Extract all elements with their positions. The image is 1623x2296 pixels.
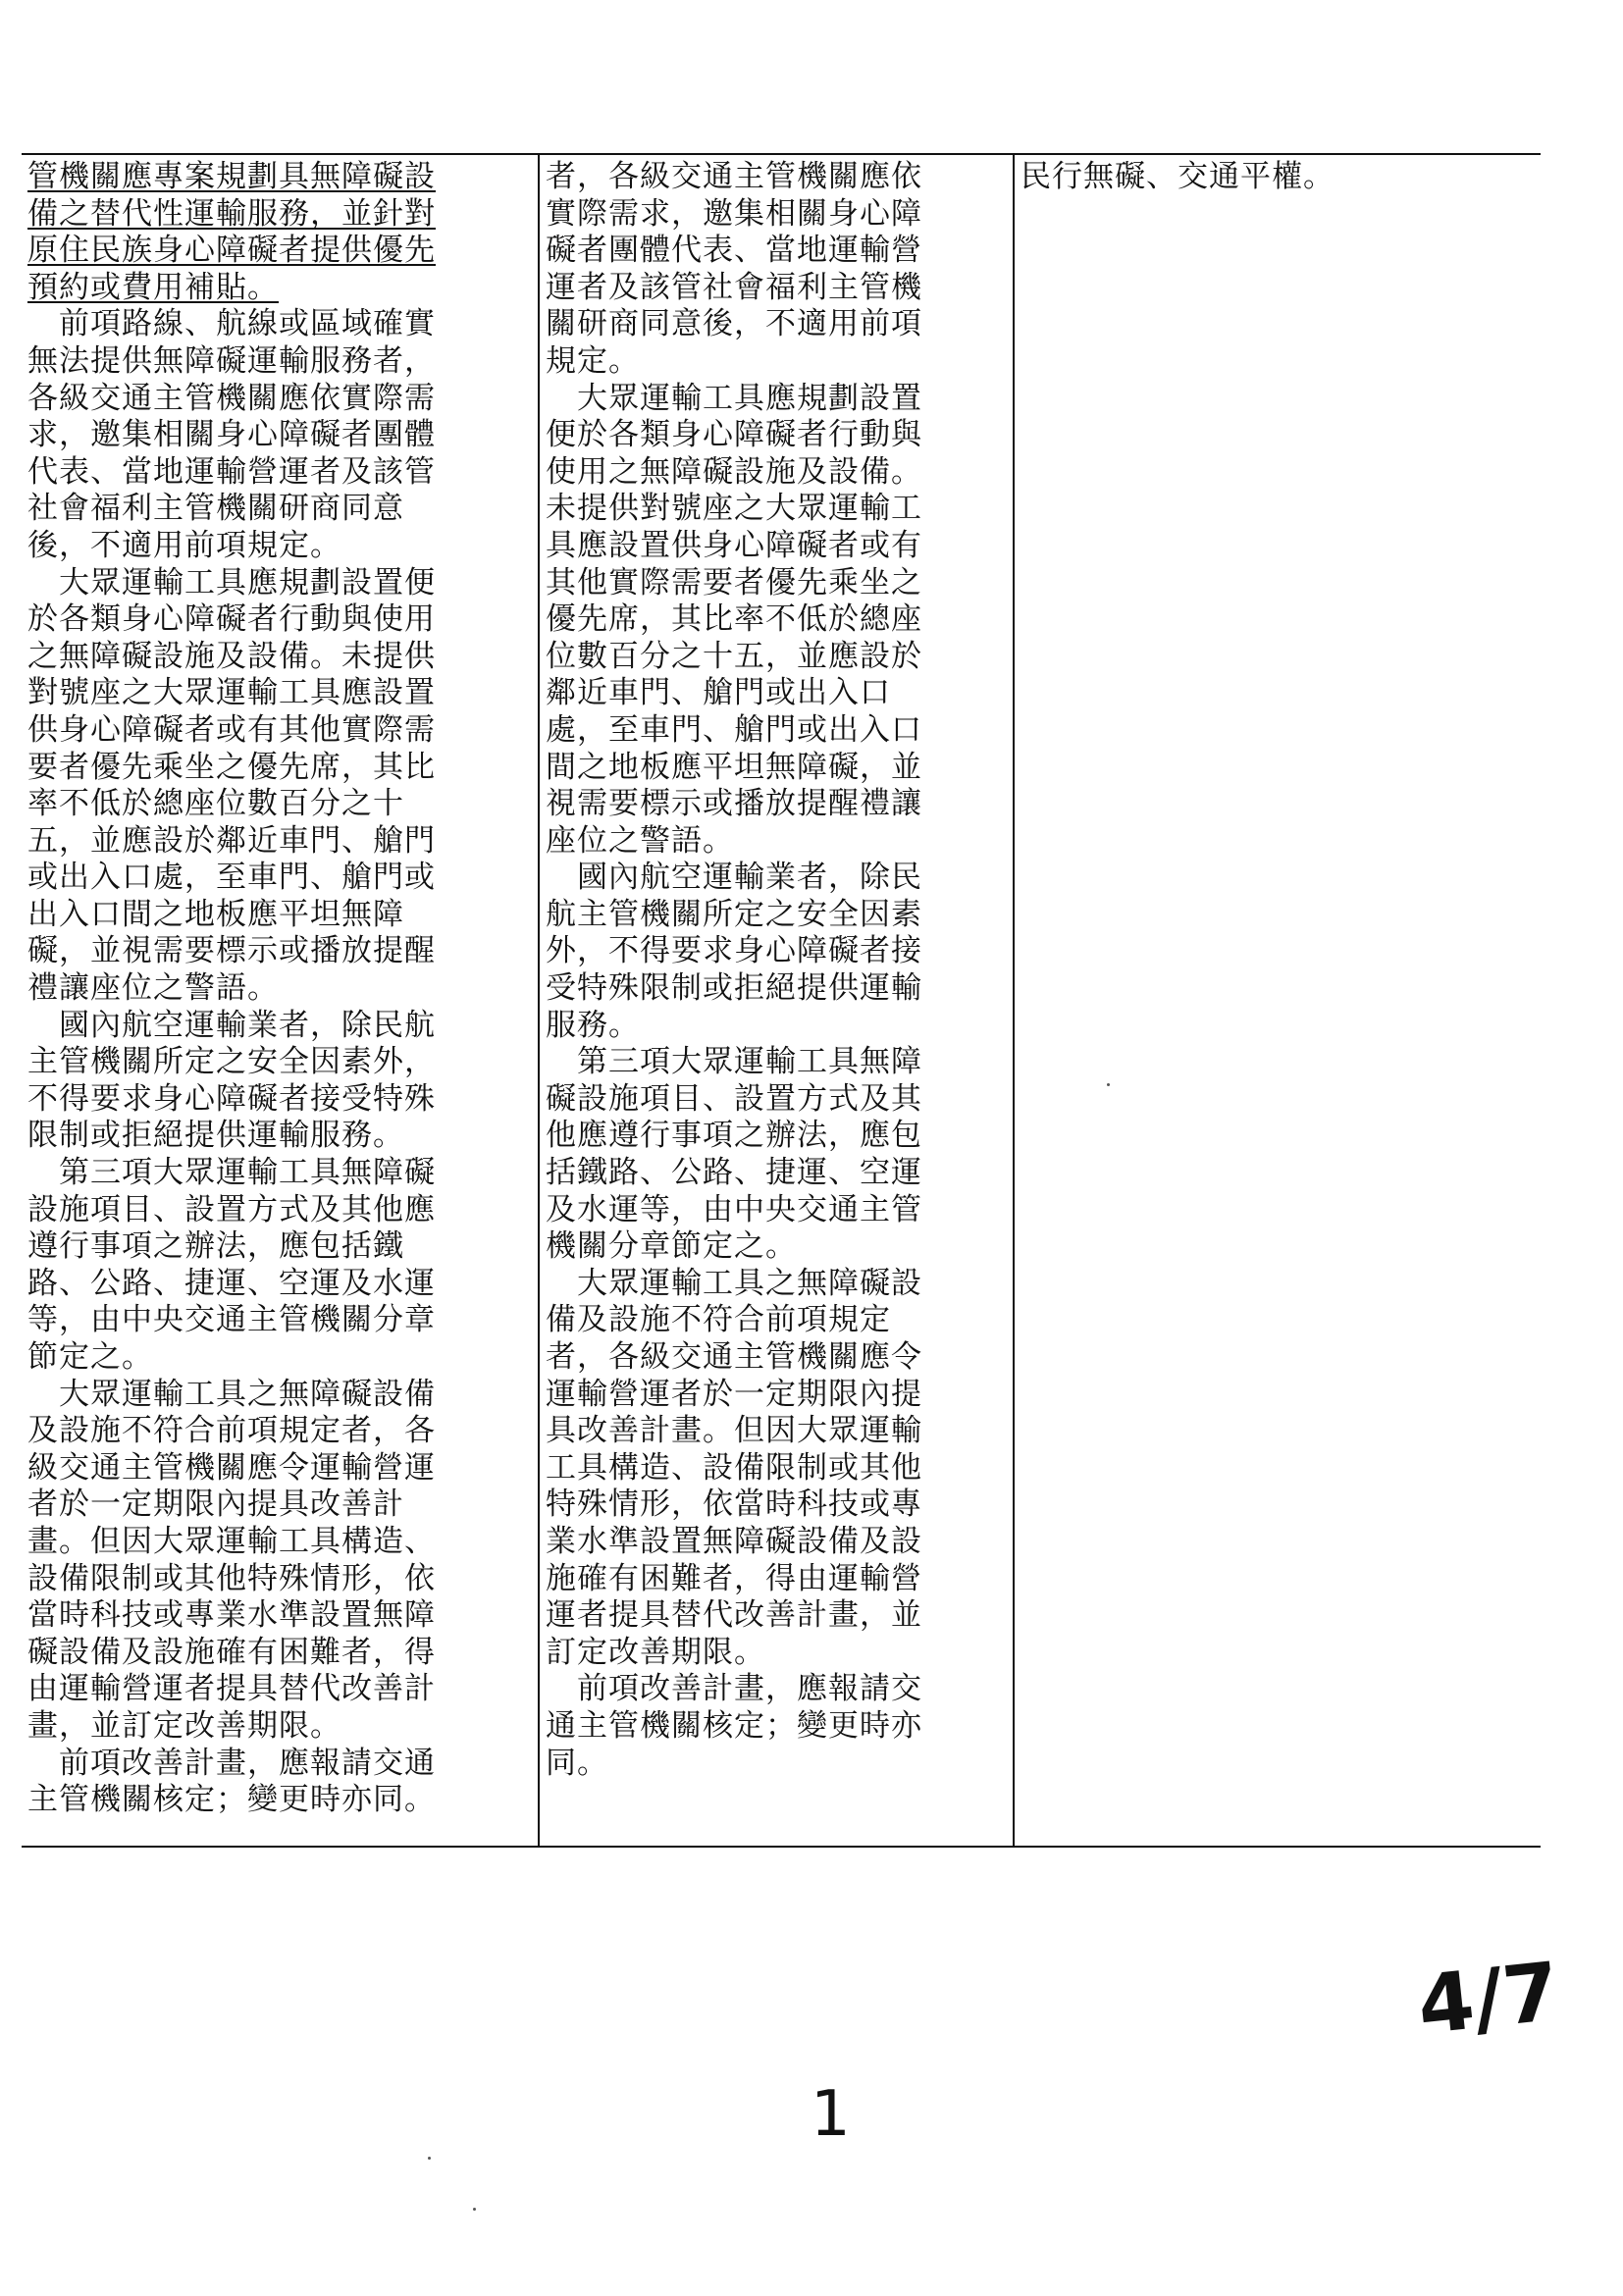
handwritten-page-note: 4/7	[1413, 1945, 1564, 2054]
amendment-text-column	[27, 159, 533, 1819]
page-mark: 1	[811, 2078, 851, 2151]
text-line: 級交通主管機關應令運輸營運	[27, 1449, 436, 1486]
text-line: 當時科技或專業水準設置無障	[27, 1597, 436, 1634]
text-line: 遵行事項之辦法，應包括鐵	[27, 1228, 404, 1265]
text-line: 服務。	[546, 1007, 640, 1043]
text-line: 前項改善計畫，應報請交	[546, 1671, 922, 1707]
text-line: 括鐵路、公路、捷運、空運	[546, 1155, 922, 1191]
text-line: 處，至車門、艙門或出入口	[546, 711, 922, 748]
text-line: 未提供對號座之大眾運輸工	[546, 491, 922, 527]
text-line: 受特殊限制或拒絕提供運輸	[546, 970, 922, 1007]
text-line: 關研商同意後，不適用前項	[546, 306, 922, 342]
text-line: 備及設施不符合前項規定	[546, 1302, 891, 1338]
text-line: 畫，並訂定改善期限。	[27, 1707, 341, 1744]
text-line: 要者優先乘坐之優先席，其比	[27, 749, 436, 785]
explanation-column	[1021, 159, 1531, 196]
text-line: 通主管機關核定；變更時亦	[546, 1707, 922, 1744]
text-line: 他應遵行事項之辦法，應包	[546, 1118, 922, 1154]
text-line: 出入口間之地板應平坦無障	[27, 896, 404, 932]
text-line: 第三項大眾運輸工具無障	[546, 1044, 922, 1080]
column-divider-2	[1013, 153, 1015, 1848]
text-line: 其他實際需要者優先乘坐之	[546, 564, 922, 600]
text-line: 礙設備及設施確有困難者，得	[27, 1634, 436, 1670]
text-line: 第三項大眾運輸工具無障礙	[27, 1155, 436, 1191]
text-line: 管機關應專案規劃具無障礙設	[27, 159, 436, 194]
text-line: 實際需求，邀集相關身心障	[546, 195, 922, 232]
text-line: 主管機關核定；變更時亦同。	[27, 1782, 436, 1818]
text-line: 不得要求身心障礙者接受特殊	[27, 1080, 436, 1117]
text-line: 對號座之大眾運輸工具應設置	[27, 675, 436, 711]
scan-speck	[1107, 1083, 1110, 1086]
current-text-column	[546, 159, 1009, 1782]
text-line: 代表、當地運輸營運者及該管	[27, 453, 436, 490]
text-line: 大眾運輸工具應規劃設置	[546, 380, 922, 416]
text-line: 節定之。	[27, 1339, 153, 1375]
text-line: 航主管機關所定之安全因素	[546, 896, 922, 932]
text-line: 無法提供無障礙運輸服務者，	[27, 342, 436, 379]
text-line: 大眾運輸工具之無障礙設備	[27, 1376, 436, 1412]
text-line: 主管機關所定之安全因素外，	[27, 1044, 436, 1080]
text-line: 設施項目、設置方式及其他應	[27, 1191, 436, 1227]
text-line: 大眾運輸工具應規劃設置便	[27, 564, 436, 600]
text-line: 業水準設置無障礙設備及設	[546, 1523, 922, 1559]
text-line: 施確有困難者，得由運輸營	[546, 1560, 922, 1596]
text-line: 視需要標示或播放提醒禮讓	[546, 786, 922, 822]
text-line: 前項路線、航線或區域確實	[27, 306, 436, 342]
text-line: 國內航空運輸業者，除民	[546, 860, 922, 896]
text-line: 鄰近車門、艙門或出入口	[546, 675, 891, 711]
text-line: 後，不適用前項規定。	[27, 527, 341, 563]
text-line: 由運輸營運者提具替代改善計	[27, 1671, 436, 1707]
text-line: 限制或拒絕提供運輸服務。	[27, 1118, 404, 1154]
text-line: 運輸營運者於一定期限內提	[546, 1376, 922, 1412]
text-line: 原住民族身心障礙者提供優先	[27, 233, 436, 269]
text-line: 礙設施項目、設置方式及其	[546, 1080, 922, 1117]
text-line: 預約或費用補貼。	[27, 269, 279, 305]
text-line: 運者及該管社會福利主管機	[546, 269, 922, 305]
text-line: 礙，並視需要標示或播放提醒	[27, 933, 436, 969]
text-line: 位數百分之十五，並應設於	[546, 638, 922, 674]
text-line: 大眾運輸工具之無障礙設	[546, 1265, 922, 1301]
text-line: 及水運等，由中央交通主管	[546, 1191, 922, 1227]
text-line: 優先席，其比率不低於總座	[546, 601, 922, 638]
text-line: 五，並應設於鄰近車門、艙門	[27, 822, 436, 859]
text-line: 或出入口處，至車門、艙門或	[27, 860, 436, 896]
text-line: 各級交通主管機關應依實際需	[27, 380, 436, 416]
text-line: 供身心障礙者或有其他實際需	[27, 711, 436, 748]
text-line: 具應設置供身心障礙者或有	[546, 527, 922, 563]
text-line: 機關分章節定之。	[546, 1228, 797, 1265]
text-line: 社會福利主管機關研商同意	[27, 491, 404, 527]
text-line: 國內航空運輸業者，除民航	[27, 1007, 436, 1043]
text-line: 礙者團體代表、當地運輸營	[546, 233, 922, 269]
table-top-border	[22, 153, 1541, 155]
scan-speck	[428, 2157, 431, 2160]
text-line: 民行無礙、交通平權。	[1021, 159, 1335, 194]
text-line: 及設施不符合前項規定者，各	[27, 1413, 436, 1449]
text-line: 之無障礙設施及設備。未提供	[27, 638, 436, 674]
column-divider-1	[538, 153, 540, 1848]
text-line: 者，各級交通主管機關應令	[546, 1339, 922, 1375]
text-line: 禮讓座位之警語。	[27, 970, 279, 1007]
text-line: 前項改善計畫，應報請交通	[27, 1745, 436, 1781]
table-bottom-border	[22, 1846, 1541, 1848]
text-line: 訂定改善期限。	[546, 1634, 765, 1670]
text-line: 便於各類身心障礙者行動與	[546, 417, 922, 453]
scan-speck	[473, 2208, 476, 2211]
text-line: 特殊情形，依當時科技或專	[546, 1487, 922, 1523]
text-line: 於各類身心障礙者行動與使用	[27, 601, 436, 638]
text-line: 間之地板應平坦無障礙，並	[546, 749, 922, 785]
text-line: 者於一定期限內提具改善計	[27, 1487, 404, 1523]
text-line: 畫。但因大眾運輸工具構造、	[27, 1523, 436, 1559]
text-line: 外，不得要求身心障礙者接	[546, 933, 922, 969]
text-line: 使用之無障礙設施及設備。	[546, 453, 922, 490]
text-line: 備之替代性運輸服務，並針對	[27, 195, 436, 232]
text-line: 規定。	[546, 342, 640, 379]
text-line: 同。	[546, 1745, 608, 1781]
text-line: 者，各級交通主管機關應依	[546, 159, 922, 194]
text-line: 設備限制或其他特殊情形，依	[27, 1560, 436, 1596]
text-line: 等，由中央交通主管機關分章	[27, 1302, 436, 1338]
text-line: 路、公路、捷運、空運及水運	[27, 1265, 436, 1301]
text-line: 座位之警語。	[546, 822, 734, 859]
text-line: 率不低於總座位數百分之十	[27, 786, 404, 822]
text-line: 工具構造、設備限制或其他	[546, 1449, 922, 1486]
text-line: 運者提具替代改善計畫，並	[546, 1597, 922, 1634]
text-line: 求，邀集相關身心障礙者團體	[27, 417, 436, 453]
text-line: 具改善計畫。但因大眾運輸	[546, 1413, 922, 1449]
